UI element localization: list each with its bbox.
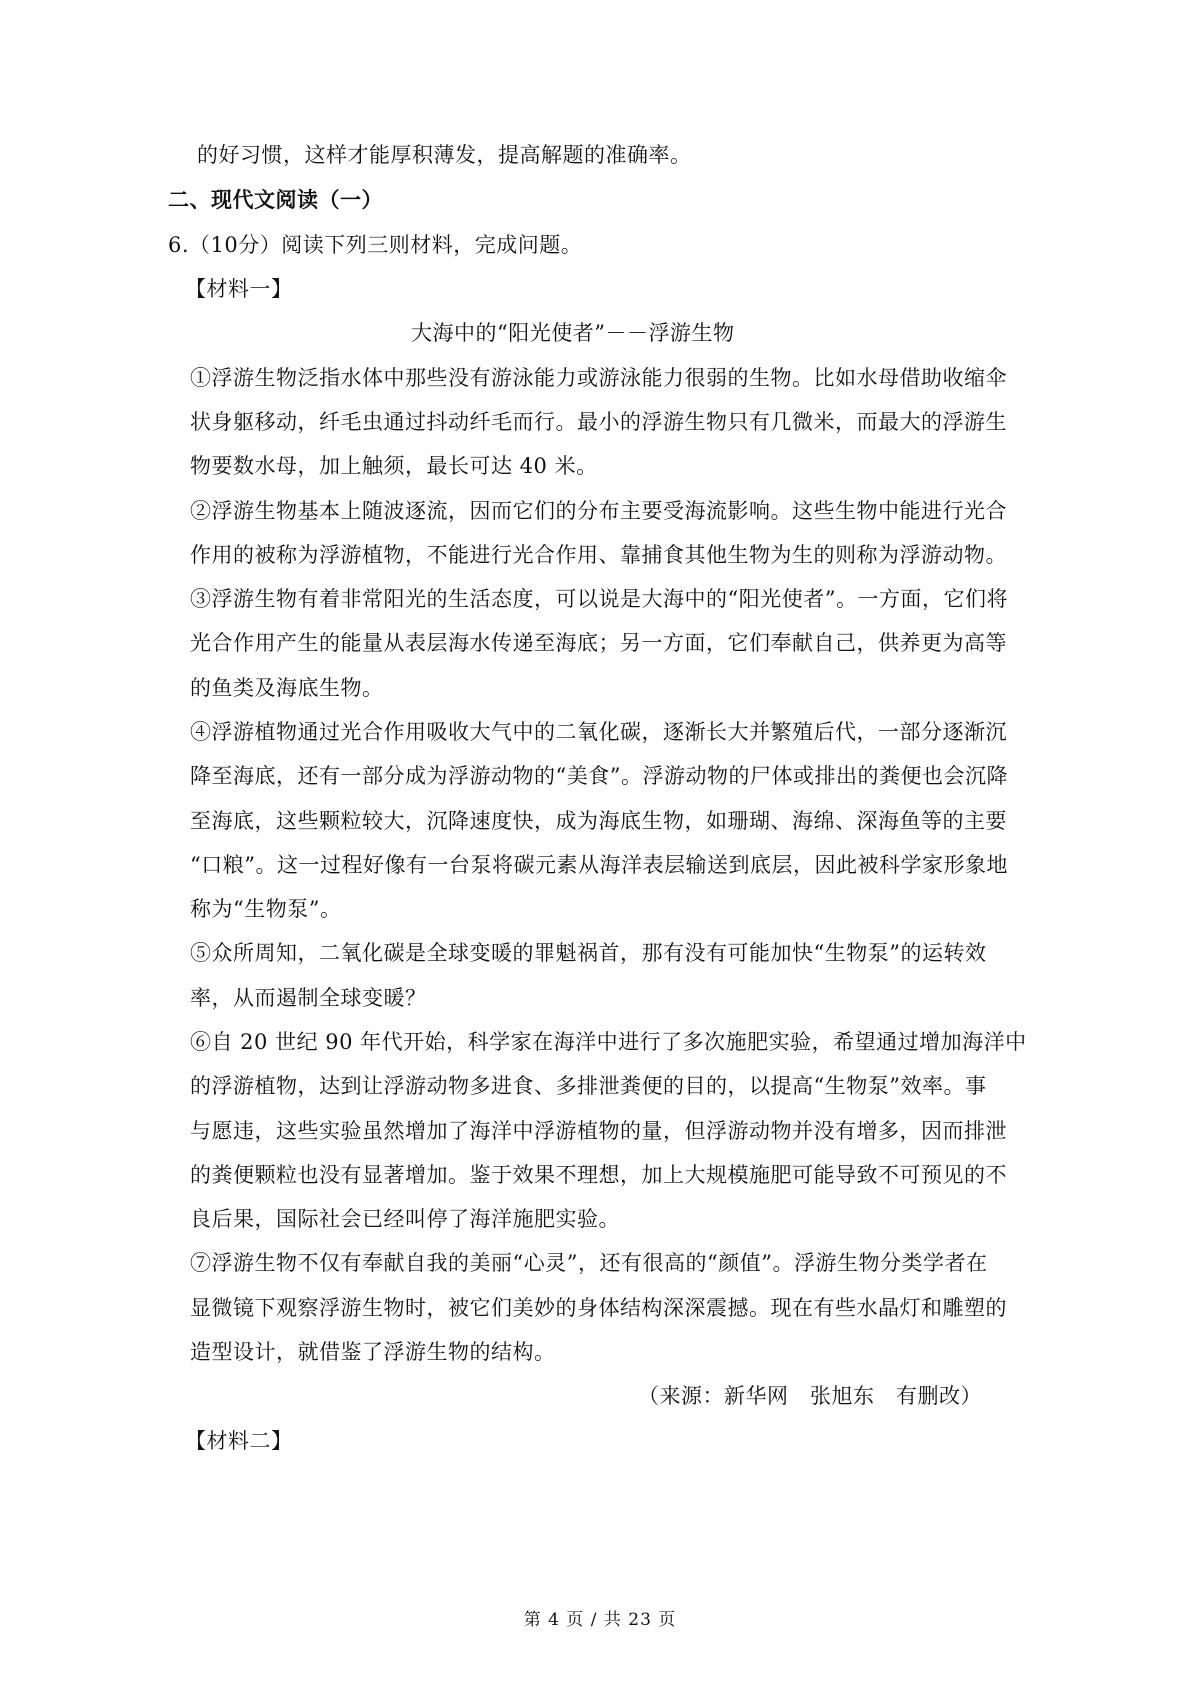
paragraph-line: 称为“生物泵”。 [190, 897, 342, 921]
paragraph-line: 造型设计，就借鉴了浮游生物的结构。 [190, 1340, 556, 1364]
paragraph-line: 与愿违，这些实验虽然增加了海洋中浮游植物的量，但浮游动物并没有增多，因而排泄 [190, 1119, 1007, 1143]
question-stem: 6.（10分）阅读下列三则材料，完成问题。 [168, 233, 583, 257]
paragraph-line: 作用的被称为浮游植物，不能进行光合作用、靠捕食其他生物为生的则称为浮游动物。 [190, 543, 1007, 567]
paragraph-line: 降至海底，还有一部分成为浮游动物的“美食”。浮游动物的尸体或排出的粪便也会沉降 [190, 764, 1008, 788]
paragraph-line: ①浮游生物泛指水体中那些没有游泳能力或游泳能力很弱的生物。比如水母借助收缩伞 [190, 366, 1007, 390]
paragraph-line: ⑤众所周知，二氧化碳是全球变暖的罪魁祸首，那有没有可能加快“生物泵”的运转效 [190, 941, 987, 965]
source-attribution: （来源：新华网 张旭东 有删改） [638, 1384, 982, 1408]
paragraph-line: ③浮游生物有着非常阳光的生活态度，可以说是大海中的“阳光使者”。一方面，它们将 [190, 587, 1008, 611]
paragraph-line: “口粮”。这一过程好像有一台泵将碳元素从海洋表层输送到底层，因此被科学家形象地 [190, 853, 1008, 877]
paragraph-line: 物要数水母，加上触须，最长可达 40 米。 [190, 454, 598, 478]
article-title: 大海中的“阳光使者”－－浮游生物 [411, 321, 735, 345]
paragraph-line: 光合作用产生的能量从表层海水传递至海底；另一方面，它们奉献自己，供养更为高等 [190, 631, 1007, 655]
paragraph-line: 良后果，国际社会已经叫停了海洋施肥实验。 [190, 1207, 620, 1231]
page-footer: 第 4 页 / 共 23 页 [523, 1610, 677, 1630]
paragraph-line: 率，从而遏制全球变暖？ [190, 986, 427, 1010]
paragraph-line: 的鱼类及海底生物。 [190, 676, 384, 700]
paragraph-line: ⑦浮游生物不仅有奉献自我的美丽“心灵”，还有很高的“颜值”。浮游生物分类学者在 [190, 1251, 988, 1275]
paragraph-line: ⑥自 20 世纪 90 年代开始，科学家在海洋中进行了多次施肥实验，希望通过增加海洋中 [190, 1030, 1027, 1054]
paragraph-line: 的浮游植物，达到让浮游动物多进食、多排泄粪便的目的，以提高“生物泵”效率。事 [190, 1074, 987, 1098]
paragraph-line: ④浮游植物通过光合作用吸收大气中的二氧化碳，逐渐长大并繁殖后代，一部分逐渐沉 [190, 720, 1007, 744]
paragraph-line: 的粪便颗粒也没有显著增加。鉴于效果不理想，加上大规模施肥可能导致不可预见的不 [190, 1163, 1007, 1187]
paragraph-line: 显微镜下观察浮游生物时，被它们美妙的身体结构深深震撼。现在有些水晶灯和雕塑的 [190, 1296, 1007, 1320]
paragraph-line: 状身躯移动，纤毛虫通过抖动纤毛而行。最小的浮游生物只有几微米，而最大的浮游生 [190, 410, 1007, 434]
material2-label: 【材料二】 [185, 1429, 293, 1453]
paragraph-line: 至海底，这些颗粒较大，沉降速度快，成为海底生物，如珊瑚、海绵、深海鱼等的主要 [190, 809, 1007, 833]
material1-label: 【材料一】 [185, 277, 293, 301]
paragraph-line: ②浮游生物基本上随波逐流，因而它们的分布主要受海流影响。这些生物中能进行光合 [190, 499, 1007, 523]
carryover-text: 的好习惯，这样才能厚积薄发，提高解题的准确率。 [197, 143, 692, 167]
section-heading: 二、现代文阅读（一） [168, 187, 383, 212]
